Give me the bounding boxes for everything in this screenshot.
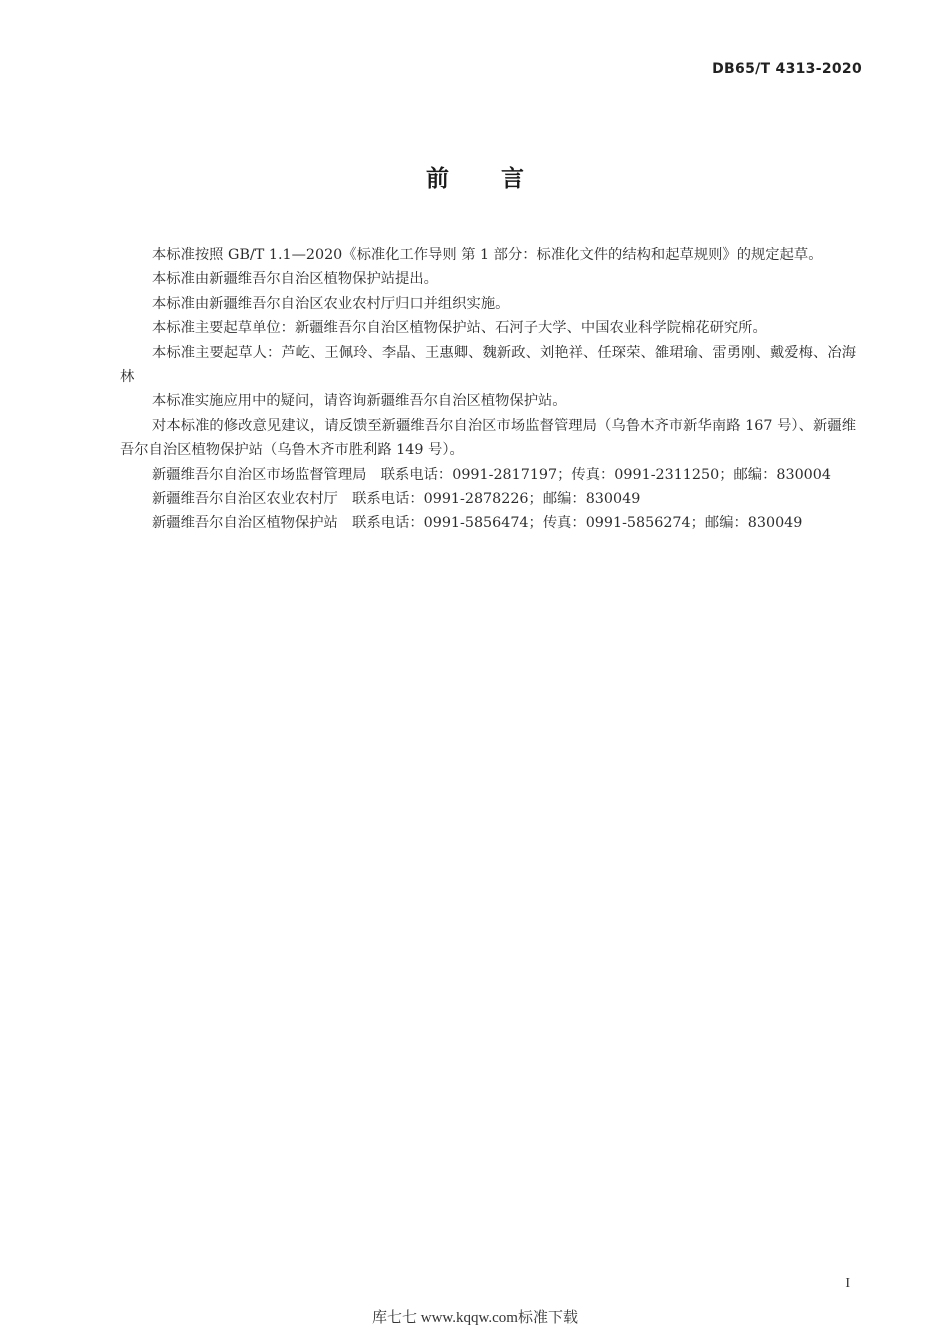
foreword-body [120, 243, 856, 536]
footer-watermark: 库七七 www.kqqw.com标准下载 [372, 1310, 578, 1326]
document-code: DB65/T 4313-2020 [712, 61, 862, 77]
page-number: I [845, 1276, 850, 1291]
section-title [0, 160, 950, 193]
paragraph-drafting-rules: 本标准按照 GB/T 1.1—2020《标准化工作导则 第 1 部分：标准化文件的结构和起草规则》的规定起草。 [152, 247, 823, 263]
paragraph-drafters: 本标准主要起草人：芦屹、王佩玲、李晶、王惠卿、魏新政、刘艳祥、任琛荣、雒珺瑜、雷勇刚、戴爱梅、冶海林 [120, 344, 856, 386]
paragraph-feedback: 对本标准的修改意见建议，请反馈至新疆维吾尔自治区市场监督管理局（乌鲁木齐市新华南路 167 号）、新疆维吾尔自治区植物保护站（乌鲁木齐市胜利路 149 号）。 [120, 417, 856, 459]
contact-market-supervision: 新疆维吾尔自治区市场监督管理局 联系电话：0991-2817197；传真：0991-2311250；邮编：830004 [152, 466, 831, 483]
paragraph-proposer: 本标准由新疆维吾尔自治区植物保护站提出。 [152, 271, 438, 288]
paragraph-drafting-units: 本标准主要起草单位：新疆维吾尔自治区植物保护站、石河子大学、中国农业科学院棉花研究所。 [152, 320, 767, 337]
contact-agriculture-department: 新疆维吾尔自治区农业农村厅 联系电话：0991-2878226；邮编：830049 [152, 491, 641, 508]
paragraph-administrator: 本标准由新疆维吾尔自治区农业农村厅归口并组织实施。 [152, 295, 510, 312]
paragraph-inquiries: 本标准实施应用中的疑问，请咨询新疆维吾尔自治区植物保护站。 [152, 393, 567, 410]
title-char-1: 前 [426, 166, 449, 192]
contact-plant-protection-station: 新疆维吾尔自治区植物保护站 联系电话：0991-5856474；传真：0991-5856274；邮编：830049 [152, 515, 803, 532]
title-char-2: 言 [501, 166, 524, 192]
